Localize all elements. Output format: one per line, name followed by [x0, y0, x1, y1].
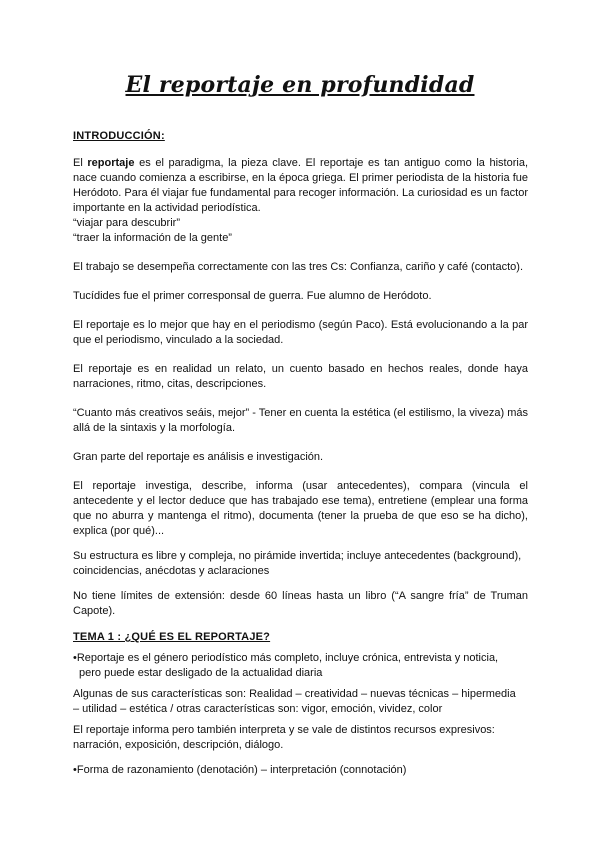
- intro-paragraph-9: Su estructura es libre y compleja, no pirámide invertida; incluye antecedentes (background), coincidencias, anécdotas y aclaraciones: [73, 550, 522, 577]
- tema1-block-1: [73, 651, 528, 681]
- tema1-block-3: [73, 723, 528, 753]
- intro-paragraph-8: El reportaje investiga, describe, informa (usar antecedentes), compara (vincula el antecedente y el lector deduce que has trabajado ese tema), entretiene (emplear una forma que no aburra y mantenga el ritmo), documenta (tener la prueba de que eso se ha dicho), explica (por qué)...: [73, 480, 528, 537]
- intro-heading: INTRODUCCIÓN:: [73, 130, 165, 142]
- intro-quote-2: “traer la información de la gente”: [73, 232, 232, 244]
- tema1-b3-line-2: narración, exposición, descripción, diálogo.: [73, 739, 284, 751]
- intro-p1-rest: es el paradigma, la pieza clave. El reportaje es tan antiguo como la historia, nace cuando comienza a escribirse, en la época griega. El primer periodista de la historia fue Heródoto. Para él viajar fue fundamental para recoger información. La curiosidad es un factor importante en la actividad periodística.: [73, 157, 529, 214]
- tema1-heading: TEMA 1 : ¿QUÉ ES EL REPORTAJE?: [73, 631, 271, 643]
- tema1-b1-line-1: •Reportaje es el género periodístico más completo, incluye crónica, entrevista y noticia,: [73, 652, 499, 664]
- document-body: [73, 130, 528, 778]
- intro-paragraph-5: El reportaje es en realidad un relato, un cuento basado en hechos reales, donde haya narraciones, ritmo, citas, descripciones.: [73, 363, 528, 390]
- intro-quote-1: “viajar para descubrir”: [73, 217, 180, 229]
- intro-paragraph-7: Gran parte del reportaje es análisis e investigación.: [73, 451, 324, 463]
- intro-paragraph-4: El reportaje es lo mejor que hay en el periodismo (según Paco). Está evolucionando a la par que el periodismo, vinculado a la sociedad.: [73, 319, 528, 346]
- document-title: El reportaje en profundidad: [125, 72, 475, 98]
- intro-paragraph-3: Tucídides fue el primer corresponsal de guerra. Fue alumno de Heródoto.: [73, 290, 432, 302]
- intro-paragraph-1: [73, 156, 528, 216]
- intro-p1-bold: reportaje: [87, 157, 135, 169]
- intro-paragraph-2: El trabajo se desempeña correctamente con las tres Cs: Confianza, cariño y café (contacto).: [73, 261, 523, 273]
- intro-paragraph-6: “Cuanto más creativos seáis, mejor” - Tener en cuenta la estética (el estilismo, la viveza) más allá de la sintaxis y la morfología.: [73, 407, 528, 434]
- intro-p1-pre: El: [73, 157, 88, 169]
- intro-paragraph-10: No tiene límites de extensión: desde 60 líneas hasta un libro (“A sangre fría” de Truman Capote).: [73, 590, 528, 617]
- tema1-b3-line-1: El reportaje informa pero también interpreta y se vale de distintos recursos expresivos:: [73, 724, 495, 736]
- tema1-b2-line-1: Algunas de sus características son: Realidad – creatividad – nuevas técnicas – hipermedia: [73, 688, 516, 700]
- tema1-block-4: •Forma de razonamiento (denotación) – interpretación (connotación): [73, 764, 407, 776]
- tema1-b2-line-2: – utilidad – estética / otras características son: vigor, emoción, vividez, color: [73, 703, 443, 715]
- tema1-block-2: [73, 687, 528, 717]
- tema1-b1-line-2: pero puede estar desligado de la actualidad diaria: [79, 667, 323, 679]
